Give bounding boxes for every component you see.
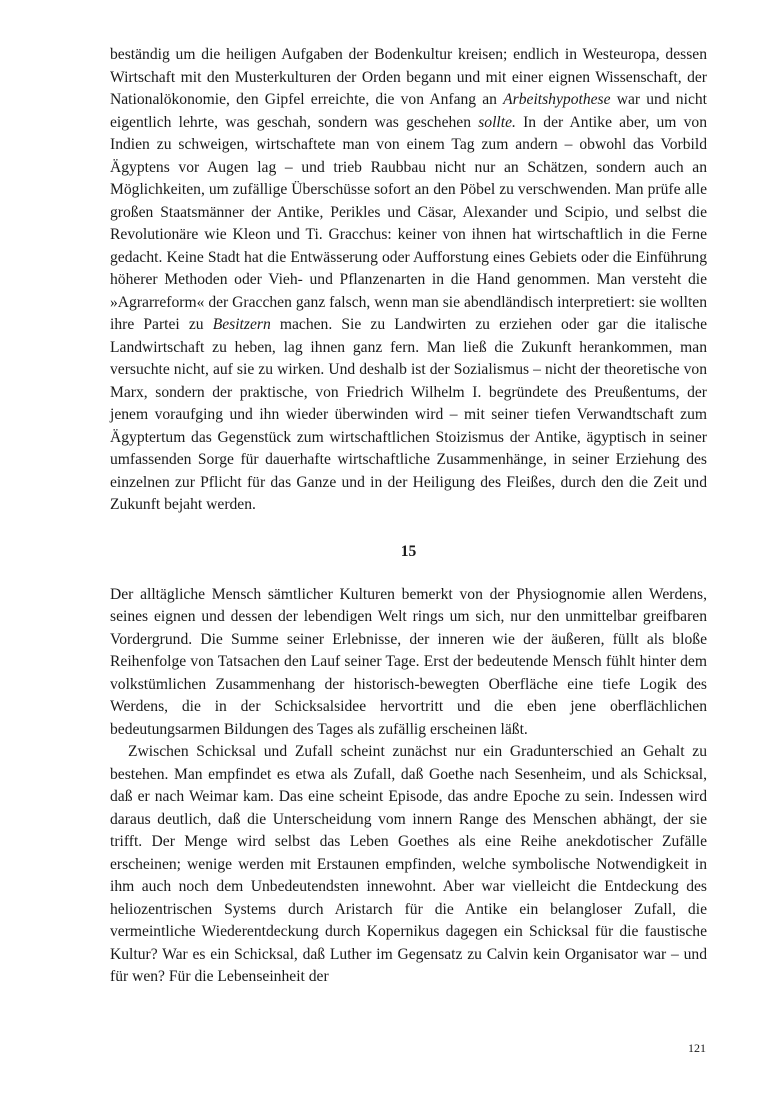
paragraph-1-text-a: beständig um die heiligen Aufgaben der Bodenkultur kreisen; endlich in Westeuropa, dessen Wirtschaft mit den Musterkulturen der Orden begann und mit einer eignen Wissenschaft, der Nationalökonomie, den Gipfel erreichte, die von Anfang an xyxy=(110,46,707,108)
page-number: 121 xyxy=(688,1041,706,1055)
paragraph-2: Der alltägliche Mensch sämtlicher Kulturen bemerkt von der Physiognomie allen Werdens, seines eignen und dessen der lebendigen Welt rings um sich, nur den unmittelbar greifbaren Vordergrund. Die Summe seiner Erlebnisse, der inneren wie der äußeren, füllt als bloße Reihenfolge von Tatsachen den Lauf seiner Tage. Erst der bedeutende Mensch fühlt hinter dem volkstümlichen Zusammenhang der historisch-bewegten Oberfläche eine tiefe Logik des Werdens, die in der Schicksalsidee hervortritt und die eben jene oberflächlichen bedeutungsarmen Bildungen des Tages als zufällig erscheinen läßt. xyxy=(110,585,707,738)
emphasis-sollte: sollte. xyxy=(478,113,516,131)
section-number: 15 xyxy=(400,542,417,560)
paragraph-1-text-c: war und nicht eigentlich lehrte, was geschah, sondern was geschehen xyxy=(110,91,707,131)
paragraph-1-text-g: machen. Sie zu Landwirten zu erziehen oder gar die italische Landwirtschaft zu heben, lag ihnen ganz fern. Man ließ die Zukunft herankommen, man versuchte nicht, auf sie zu wirken. Und deshalb ist der Sozialismus – nicht der theoretische von Marx, sondern der praktische, von Friedrich Wilhelm I. begründete des Preußentums, der jenem voraufging und ihn wieder überwinden wird – mit seiner tiefen Verwandtschaft zum Ägyptertum das Gegenstück zum wirtschaftlichen Stoizismus der Antike, ägyptisch in seiner umfassenden Sorge für dauerhafte wirtschaftliche Zusammenhänge, in seiner Erziehung des einzelnen zur Pflicht für das Ganze und in der Heiligung des Fleißes, durch den die Zeit und Zukunft bejaht werden. xyxy=(110,316,708,513)
emphasis-besitzern: Besitzern xyxy=(212,316,271,333)
paragraph-3: Zwischen Schicksal und Zufall scheint zunächst nur ein Gradunterschied an Gehalt zu bestehen. Man empfindet es etwa als Zufall, daß Goethe nach Sesenheim, und als Schicksal, daß er nach Weimar kam. Das eine scheint Episode, das andre Epoche zu sein. Indessen wird daraus deutlich, daß die Unterscheidung vom innern Range des Menschen abhängt, der sie trifft. Der Menge wird selbst das Leben Goethes als eine Reihe anekdotischer Zufälle erscheinen; wenige werden mit Erstaunen empfinden, welche symbolische Notwendigkeit in ihm auch noch dem Unbedeutendsten innewohnt. Aber war vielleicht die Entdeckung des heliozentrischen Systems durch Aristarch für die Antike ein belangloser Zufall, die vermeintliche Wiederentdeckung durch Kopernikus dagegen ein Schicksal für die faustische Kultur? War es ein Schicksal, daß Luther im Gegensatz zu Calvin kein Organisator war – und für wen? Für die Lebenseinheit der xyxy=(110,743,707,985)
page-body xyxy=(110,44,707,989)
paragraph-1-text-e: In der Antike aber, um von Indien zu schweigen, wirtschaftete man von einem Tag zum andern – obwohl das Vorbild Ägyptens vor Augen lag – und trieb Raubbau nicht nur an Schätzen, sondern auch an Möglichkeiten, um zufällige Überschüsse sofort an den Pöbel zu verschwenden. Man prüfe alle großen Staatsmänner der Antike, Perikles und Cäsar, Alexander und Scipio, und selbst die Revolutionäre wie Kleon und Ti. Gracchus: keiner von ihnen hat wirtschaftlich in die Ferne gedacht. Keine Stadt hat die Entwässerung oder Aufforstung eines Gebiets oder die Einführung höherer Methoden oder Vieh- und Pflanzenarten in die Hand genommen. Man versteht die »Agrarreform« der Gracchen ganz falsch, wenn man sie abendländisch interpretiert: sie wollten ihre Partei zu xyxy=(110,113,708,333)
emphasis-arbeitshypothese: Arbeitshypothese xyxy=(503,91,611,108)
paragraph-1 xyxy=(110,44,707,517)
